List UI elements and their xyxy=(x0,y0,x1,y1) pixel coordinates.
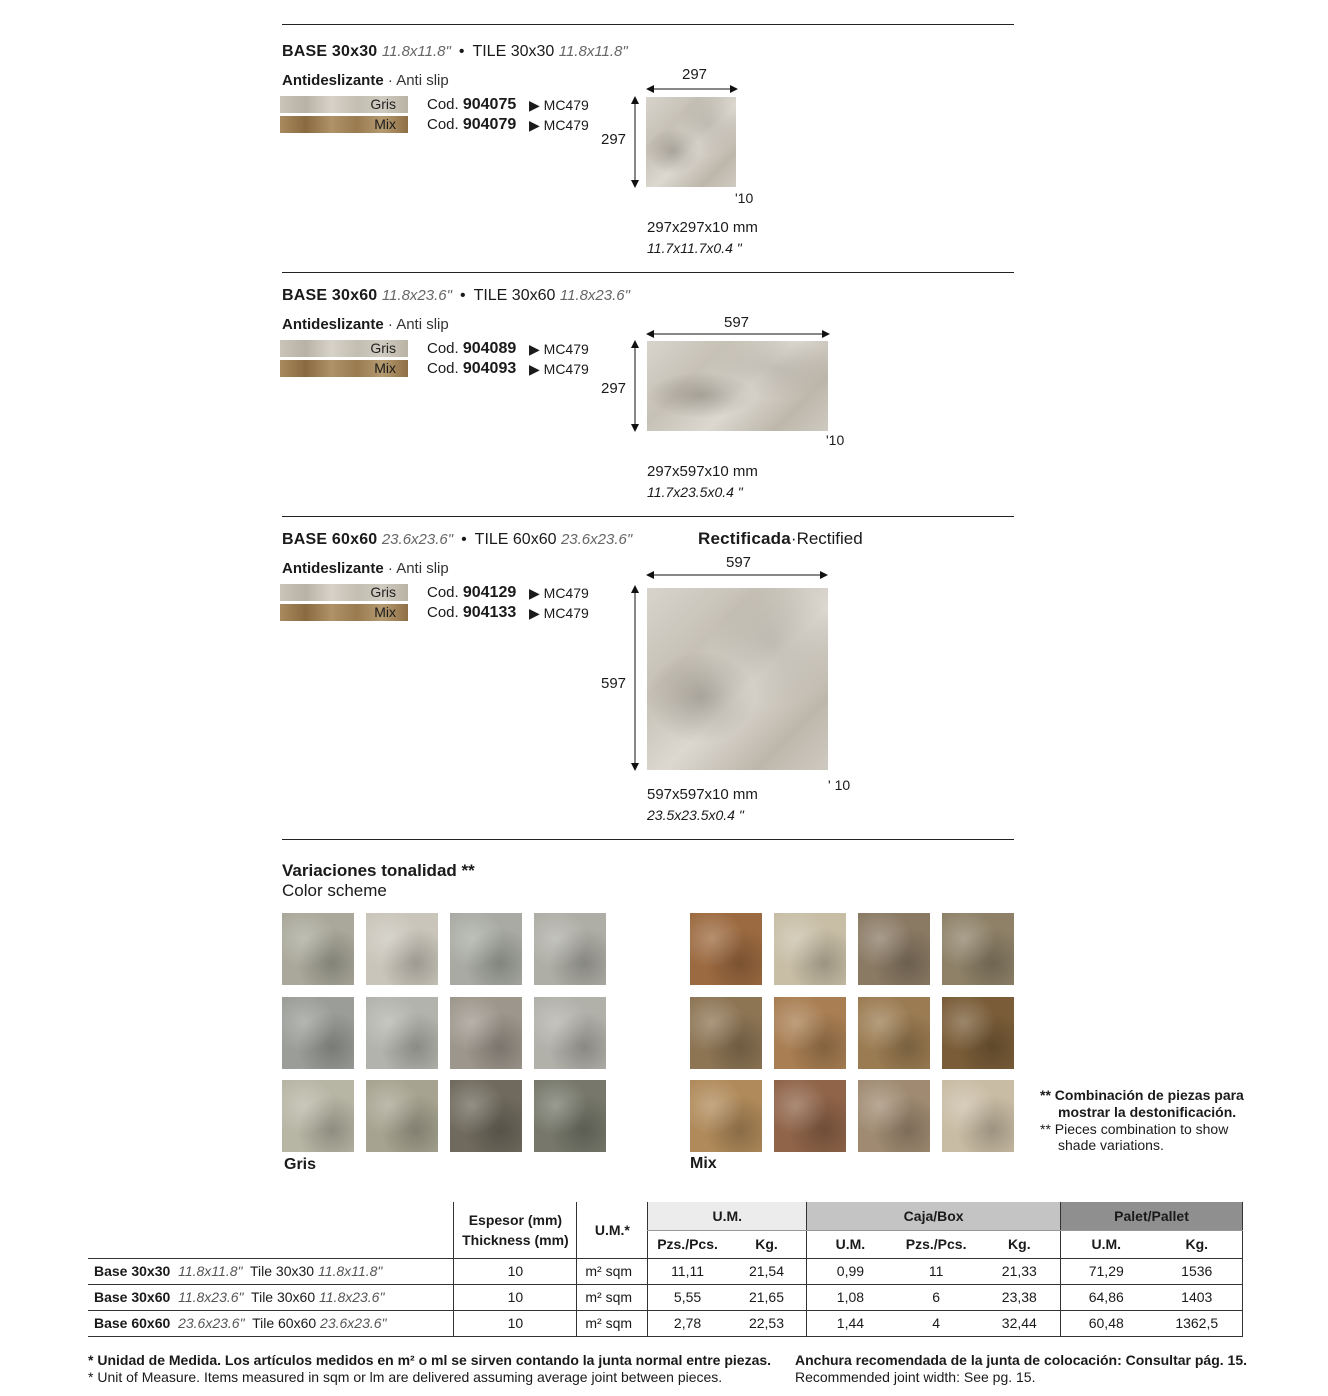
um-cell: m² sqm xyxy=(577,1310,648,1336)
box-pzs-header: Pzs./Pcs. xyxy=(905,1236,967,1252)
box-pzs-cell: 11 xyxy=(928,1263,944,1279)
box-kg-cell: 23,38 xyxy=(1001,1289,1037,1305)
mc-reference: ▶ MC479 xyxy=(529,361,589,377)
variation-tile xyxy=(690,1080,762,1152)
mc-reference: ▶ MC479 xyxy=(529,585,589,601)
variation-tile xyxy=(690,997,762,1069)
box-kg-header: Kg. xyxy=(1008,1236,1031,1252)
pzs-cell: 5,55 xyxy=(648,1284,727,1310)
variation-tile xyxy=(858,997,930,1069)
um-cell: m² sqm xyxy=(577,1258,648,1284)
variation-tile xyxy=(942,1080,1014,1152)
tile-image xyxy=(646,97,736,187)
kg-cell: 21,65 xyxy=(748,1289,785,1305)
tile-image xyxy=(647,588,828,770)
joint-note-en: Recommended joint width: See pg. 15. xyxy=(795,1369,1036,1385)
swatch-gris: Gris xyxy=(280,340,408,357)
variation-tile xyxy=(690,913,762,985)
product-heading: BASE 30x30 11.8x11.8" • TILE 30x30 11.8x11.8" xyxy=(282,43,628,60)
swatch-gris: Gris xyxy=(280,96,408,113)
um-header: U.M.* xyxy=(577,1202,648,1258)
kg-cell: 22,53 xyxy=(748,1315,785,1331)
size-inch: 11.7x11.7x0.4 " xyxy=(647,240,742,256)
pallet-kg-cell: 1403 xyxy=(1151,1284,1242,1310)
kg-header: Kg. xyxy=(755,1236,778,1252)
size-mm: 597x597x10 mm xyxy=(647,786,758,803)
product-name-cell: Base 30x30 11.8x11.8" Tile 30x30 11.8x11.8" xyxy=(94,1263,383,1279)
product-name-cell: Base 30x60 11.8x23.6" Tile 30x60 11.8x23.6" xyxy=(94,1289,385,1305)
pallet-um-cell: 64,86 xyxy=(1061,1284,1152,1310)
height-dimension: 597 xyxy=(601,675,627,692)
width-dimension: 297 xyxy=(682,66,708,83)
product-code: Cod. 904093 xyxy=(427,360,517,377)
variation-tile xyxy=(366,1080,438,1152)
variation-tile xyxy=(774,1080,846,1152)
swatch-mix: Mix xyxy=(280,116,408,133)
pallet-kg-cell: 1536 xyxy=(1151,1258,1242,1284)
note-es-line1: ** Combinación de piezas para xyxy=(1040,1087,1244,1103)
pzs-cell: 2,78 xyxy=(648,1310,727,1336)
variation-tile xyxy=(450,997,522,1069)
pallet-um-header: U.M. xyxy=(1061,1230,1152,1258)
anti-slip-label: Antideslizante · Anti slip xyxy=(282,560,449,577)
anti-slip-label: Antideslizante · Anti slip xyxy=(282,72,449,89)
box-um-cell: 1,08 xyxy=(807,1284,894,1310)
thickness-cell: 10 xyxy=(454,1310,577,1336)
product-code: Cod. 904133 xyxy=(427,604,517,621)
pallet-kg-cell: 1362,5 xyxy=(1151,1310,1242,1336)
thickness-dimension: ' 10 xyxy=(828,777,851,793)
anti-slip-label: Antideslizante · Anti slip xyxy=(282,316,449,333)
thickness-cell: 10 xyxy=(454,1258,577,1284)
mix-label: Mix xyxy=(690,1155,717,1172)
mc-reference: ▶ MC479 xyxy=(529,117,589,133)
um-cell: m² sqm xyxy=(577,1284,648,1310)
color-scheme-subtitle: Color scheme xyxy=(282,881,387,900)
variation-tile xyxy=(282,997,354,1069)
size-mm: 297x597x10 mm xyxy=(647,463,758,480)
gris-label: Gris xyxy=(284,1156,317,1173)
product-code: Cod. 904089 xyxy=(427,340,517,357)
height-dimension: 297 xyxy=(601,380,627,397)
variation-tile xyxy=(858,913,930,985)
height-dimension: 297 xyxy=(601,131,627,148)
variation-tile xyxy=(774,997,846,1069)
pallet-um-cell: 60,48 xyxy=(1061,1310,1152,1336)
note-en-line1: ** Pieces combination to show xyxy=(1040,1121,1229,1137)
size-inch: 23.5x23.5x0.4 " xyxy=(647,807,744,823)
thickness-cell: 10 xyxy=(454,1284,577,1310)
swatch-mix: Mix xyxy=(280,604,408,621)
table-row xyxy=(88,1310,1243,1336)
pallet-group-header: Palet/Pallet xyxy=(1061,1202,1243,1230)
product-code: Cod. 904129 xyxy=(427,584,517,601)
joint-note-es: Anchura recomendada de la junta de colocación: Consultar pág. 15. xyxy=(795,1352,1247,1368)
box-um-header: U.M. xyxy=(807,1230,894,1258)
box-kg-cell: 32,44 xyxy=(1001,1315,1037,1331)
pzs-cell: 11,11 xyxy=(648,1258,727,1284)
variation-tile xyxy=(450,1080,522,1152)
variation-tile xyxy=(942,913,1014,985)
swatch-gris: Gris xyxy=(280,584,408,601)
thickness-header: Espesor (mm) Thickness (mm) xyxy=(454,1202,577,1258)
note-en-line2: shade variations. xyxy=(1058,1137,1164,1153)
variation-tile xyxy=(366,997,438,1069)
product-heading: BASE 30x60 11.8x23.6" • TILE 30x60 11.8x23.6" xyxy=(282,287,630,304)
mc-reference: ▶ MC479 xyxy=(529,341,589,357)
box-group-header: Caja/Box xyxy=(807,1202,1061,1230)
tile-image xyxy=(647,341,828,431)
variation-tile xyxy=(942,997,1014,1069)
variation-tile xyxy=(282,913,354,985)
width-dimension: 597 xyxy=(724,314,750,331)
box-pzs-cell: 6 xyxy=(932,1289,941,1305)
box-pzs-cell: 4 xyxy=(932,1315,941,1331)
divider xyxy=(282,24,1014,25)
rectified-label: Rectificada·Rectified xyxy=(698,529,863,548)
table-row xyxy=(88,1258,1243,1284)
size-inch: 11.7x23.5x0.4 " xyxy=(647,484,743,500)
width-dimension: 597 xyxy=(726,554,752,571)
packaging-table xyxy=(88,1202,1243,1337)
box-um-cell: 1,44 xyxy=(807,1310,894,1336)
variation-tile xyxy=(534,997,606,1069)
kg-cell: 21,54 xyxy=(748,1263,785,1279)
box-kg-cell: 21,33 xyxy=(1001,1263,1037,1279)
box-um-cell: 0,99 xyxy=(807,1258,894,1284)
thickness-dimension: '10 xyxy=(826,432,845,448)
table-row xyxy=(88,1284,1243,1310)
footnote-es: * Unidad de Medida. Los artículos medidos en m² o ml se sirven contando la junta normal entre piezas. xyxy=(88,1352,772,1368)
variation-tile xyxy=(774,913,846,985)
variation-tile xyxy=(534,1080,606,1152)
um-group-header: U.M. xyxy=(648,1202,807,1230)
mc-reference: ▶ MC479 xyxy=(529,605,589,621)
divider xyxy=(282,272,1014,273)
footnote-en: * Unit of Measure. Items measured in sqm or lm are delivered assuming average joint between pieces. xyxy=(88,1369,723,1385)
variation-tile xyxy=(534,913,606,985)
product-code: Cod. 904075 xyxy=(427,96,517,113)
divider xyxy=(282,516,1014,517)
size-mm: 297x297x10 mm xyxy=(647,219,758,236)
product-heading: BASE 60x60 23.6x23.6" • TILE 60x60 23.6x23.6" xyxy=(282,531,633,548)
color-scheme-title: Variaciones tonalidad ** xyxy=(282,861,475,880)
mc-reference: ▶ MC479 xyxy=(529,97,589,113)
pallet-kg-header: Kg. xyxy=(1151,1230,1242,1258)
product-name-cell: Base 60x60 23.6x23.6" Tile 60x60 23.6x23.6" xyxy=(94,1315,387,1331)
pallet-um-cell: 71,29 xyxy=(1061,1258,1152,1284)
thickness-dimension: '10 xyxy=(735,190,754,206)
variation-tile xyxy=(282,1080,354,1152)
swatch-mix: Mix xyxy=(280,360,408,377)
divider xyxy=(282,839,1014,840)
variation-tile xyxy=(450,913,522,985)
variation-tile xyxy=(858,1080,930,1152)
variation-tile xyxy=(366,913,438,985)
product-code: Cod. 904079 xyxy=(427,116,517,133)
pzs-header: Pzs./Pcs. xyxy=(648,1230,727,1258)
note-es-line2: mostrar la destonificación. xyxy=(1058,1104,1237,1120)
